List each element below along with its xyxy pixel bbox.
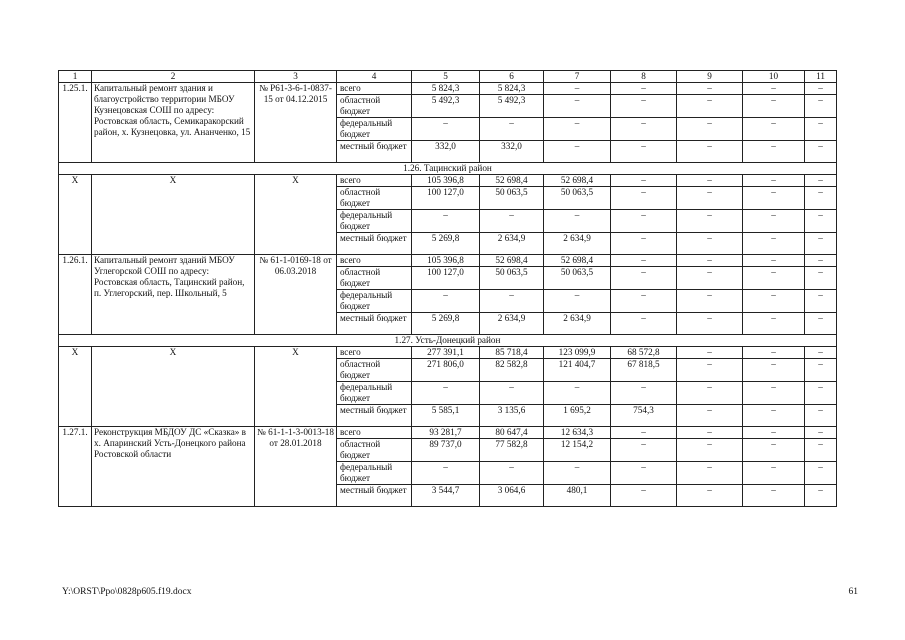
object-name: Х <box>92 347 255 427</box>
amount-cell: 3 064,6 <box>480 485 544 507</box>
amount-cell: – <box>677 382 743 405</box>
amount-cell: – <box>677 187 743 210</box>
amount-cell: 2 634,9 <box>480 233 544 255</box>
amount-cell: 52 698,4 <box>544 175 611 187</box>
funding-source: всего <box>337 255 412 267</box>
amount-cell: – <box>743 187 805 210</box>
amount-cell: 50 063,5 <box>544 267 611 290</box>
row-number: 1.26.1. <box>59 255 92 335</box>
funding-source: областной бюджет <box>337 267 412 290</box>
amount-cell: 2 634,9 <box>480 313 544 335</box>
funding-source: всего <box>337 427 412 439</box>
funding-source: областной бюджет <box>337 439 412 462</box>
amount-cell: – <box>743 255 805 267</box>
amount-cell: 52 698,4 <box>480 175 544 187</box>
amount-cell: – <box>805 233 837 255</box>
amount-cell: 100 127,0 <box>412 187 480 210</box>
amount-cell: – <box>805 462 837 485</box>
amount-cell: – <box>743 462 805 485</box>
amount-cell: – <box>805 313 837 335</box>
column-header: 5 <box>412 71 480 83</box>
amount-cell: – <box>544 290 611 313</box>
amount-cell: – <box>412 118 480 141</box>
amount-cell: 1 695,2 <box>544 405 611 427</box>
amount-cell: 80 647,4 <box>480 427 544 439</box>
amount-cell: – <box>677 347 743 359</box>
column-header: 7 <box>544 71 611 83</box>
amount-cell: 82 582,8 <box>480 359 544 382</box>
amount-cell: 5 492,3 <box>412 95 480 118</box>
table-body <box>59 71 837 507</box>
amount-cell: – <box>805 427 837 439</box>
amount-cell: – <box>677 83 743 95</box>
amount-cell: – <box>611 439 677 462</box>
amount-cell: – <box>611 118 677 141</box>
amount-cell: – <box>544 83 611 95</box>
funding-source: всего <box>337 83 412 95</box>
section-title-row <box>59 163 837 175</box>
amount-cell: – <box>743 439 805 462</box>
table-row <box>59 347 837 359</box>
row-number: 1.27.1. <box>59 427 92 507</box>
amount-cell: 12 634,3 <box>544 427 611 439</box>
amount-cell: – <box>544 141 611 163</box>
amount-cell: – <box>805 405 837 427</box>
amount-cell: – <box>805 382 837 405</box>
amount-cell: 5 269,8 <box>412 313 480 335</box>
header-row <box>59 71 837 83</box>
amount-cell: – <box>743 118 805 141</box>
amount-cell: – <box>677 427 743 439</box>
amount-cell: 277 391,1 <box>412 347 480 359</box>
amount-cell: – <box>677 439 743 462</box>
amount-cell: – <box>805 83 837 95</box>
amount-cell: 123 099,9 <box>544 347 611 359</box>
amount-cell: – <box>677 405 743 427</box>
amount-cell: 52 698,4 <box>544 255 611 267</box>
document-ref: Х <box>255 347 337 427</box>
amount-cell: – <box>544 382 611 405</box>
amount-cell: – <box>611 233 677 255</box>
amount-cell: – <box>805 255 837 267</box>
table-row <box>59 255 837 267</box>
amount-cell: – <box>611 187 677 210</box>
amount-cell: – <box>480 290 544 313</box>
funding-source: местный бюджет <box>337 141 412 163</box>
amount-cell: 50 063,5 <box>480 267 544 290</box>
amount-cell: 332,0 <box>412 141 480 163</box>
amount-cell: – <box>677 210 743 233</box>
amount-cell: – <box>805 118 837 141</box>
amount-cell: – <box>805 210 837 233</box>
amount-cell: – <box>743 267 805 290</box>
file-path: Y:\ORST\Ppo\0828p605.f19.docx <box>62 587 192 597</box>
amount-cell: – <box>743 290 805 313</box>
amount-cell: 5 824,3 <box>480 83 544 95</box>
amount-cell: – <box>412 210 480 233</box>
column-header: 8 <box>611 71 677 83</box>
amount-cell: – <box>677 313 743 335</box>
amount-cell: – <box>480 118 544 141</box>
amount-cell: – <box>611 462 677 485</box>
funding-source: местный бюджет <box>337 313 412 335</box>
amount-cell: – <box>743 485 805 507</box>
funding-source: местный бюджет <box>337 405 412 427</box>
column-header: 1 <box>59 71 92 83</box>
amount-cell: – <box>544 118 611 141</box>
column-header: 4 <box>337 71 412 83</box>
amount-cell: – <box>805 141 837 163</box>
amount-cell: – <box>743 382 805 405</box>
amount-cell: 100 127,0 <box>412 267 480 290</box>
amount-cell: 3 544,7 <box>412 485 480 507</box>
amount-cell: – <box>677 95 743 118</box>
amount-cell: – <box>677 141 743 163</box>
funding-source: местный бюджет <box>337 485 412 507</box>
amount-cell: – <box>805 267 837 290</box>
amount-cell: 480,1 <box>544 485 611 507</box>
amount-cell: – <box>677 118 743 141</box>
amount-cell: – <box>805 439 837 462</box>
amount-cell: – <box>611 485 677 507</box>
object-name: Реконструкция МБДОУ ДС «Сказка» в х. Апаринский Усть-Донецкого района Ростовской области <box>92 427 255 507</box>
amount-cell: – <box>805 347 837 359</box>
amount-cell: 93 281,7 <box>412 427 480 439</box>
funding-source: местный бюджет <box>337 233 412 255</box>
amount-cell: – <box>677 233 743 255</box>
amount-cell: – <box>743 141 805 163</box>
amount-cell: – <box>544 210 611 233</box>
object-name: Х <box>92 175 255 255</box>
amount-cell: – <box>677 255 743 267</box>
funding-source: областной бюджет <box>337 359 412 382</box>
funding-source: всего <box>337 347 412 359</box>
amount-cell: – <box>677 267 743 290</box>
amount-cell: 121 404,7 <box>544 359 611 382</box>
column-header: 11 <box>805 71 837 83</box>
amount-cell: 77 582,8 <box>480 439 544 462</box>
amount-cell: – <box>611 210 677 233</box>
amount-cell: – <box>480 462 544 485</box>
amount-cell: – <box>743 347 805 359</box>
amount-cell: 332,0 <box>480 141 544 163</box>
amount-cell: – <box>805 290 837 313</box>
column-header: 6 <box>480 71 544 83</box>
funding-source: областной бюджет <box>337 95 412 118</box>
amount-cell: 85 718,4 <box>480 347 544 359</box>
amount-cell: – <box>677 485 743 507</box>
amount-cell: – <box>805 175 837 187</box>
row-number: 1.25.1. <box>59 83 92 163</box>
amount-cell: – <box>611 83 677 95</box>
column-header: 2 <box>92 71 255 83</box>
amount-cell: 52 698,4 <box>480 255 544 267</box>
amount-cell: – <box>412 382 480 405</box>
row-number: Х <box>59 347 92 427</box>
funding-source: всего <box>337 175 412 187</box>
funding-source: федеральный бюджет <box>337 382 412 405</box>
amount-cell: – <box>805 359 837 382</box>
amount-cell: – <box>544 95 611 118</box>
amount-cell: – <box>611 141 677 163</box>
amount-cell: 754,3 <box>611 405 677 427</box>
amount-cell: 5 269,8 <box>412 233 480 255</box>
amount-cell: – <box>743 95 805 118</box>
amount-cell: – <box>611 290 677 313</box>
amount-cell: – <box>677 175 743 187</box>
amount-cell: – <box>611 267 677 290</box>
document-ref: № Р61-3-6-1-0837-15 от 04.12.2015 <box>255 83 337 163</box>
object-name: Капитальный ремонт здания и благоустройство территории МБОУ Кузнецовская СОШ по адресу: Ростовская область, Семикаракорский район, х. Кузнецовка, ул. Ананченко, 15 <box>92 83 255 163</box>
document-ref: Х <box>255 175 337 255</box>
amount-cell: 105 396,8 <box>412 175 480 187</box>
amount-cell: 5 824,3 <box>412 83 480 95</box>
amount-cell: 68 572,8 <box>611 347 677 359</box>
table-row <box>59 175 837 187</box>
amount-cell: – <box>743 210 805 233</box>
amount-cell: – <box>743 359 805 382</box>
funding-source: федеральный бюджет <box>337 462 412 485</box>
amount-cell: 105 396,8 <box>412 255 480 267</box>
amount-cell: – <box>611 95 677 118</box>
section-title: 1.27. Усть-Донецкий район <box>59 335 837 347</box>
amount-cell: 2 634,9 <box>544 313 611 335</box>
amount-cell: – <box>677 359 743 382</box>
amount-cell: 5 492,3 <box>480 95 544 118</box>
amount-cell: – <box>743 83 805 95</box>
amount-cell: 3 135,6 <box>480 405 544 427</box>
amount-cell: – <box>544 462 611 485</box>
amount-cell: – <box>805 95 837 118</box>
amount-cell: – <box>743 313 805 335</box>
amount-cell: 50 063,5 <box>544 187 611 210</box>
document-ref: № 61-1-0169-18 от 06.03.2018 <box>255 255 337 335</box>
amount-cell: – <box>677 290 743 313</box>
table-row <box>59 427 837 439</box>
amount-cell: 5 585,1 <box>412 405 480 427</box>
amount-cell: 12 154,2 <box>544 439 611 462</box>
amount-cell: – <box>805 485 837 507</box>
section-title: 1.26. Тацинский район <box>59 163 837 175</box>
amount-cell: – <box>412 462 480 485</box>
amount-cell: – <box>480 210 544 233</box>
amount-cell: – <box>805 187 837 210</box>
section-title-row <box>59 335 837 347</box>
amount-cell: – <box>611 313 677 335</box>
funding-source: федеральный бюджет <box>337 210 412 233</box>
amount-cell: 67 818,5 <box>611 359 677 382</box>
amount-cell: 2 634,9 <box>544 233 611 255</box>
funding-source: областной бюджет <box>337 187 412 210</box>
row-number: Х <box>59 175 92 255</box>
column-header: 3 <box>255 71 337 83</box>
amount-cell: – <box>611 255 677 267</box>
page-number: 61 <box>848 587 858 597</box>
amount-cell: – <box>480 382 544 405</box>
funding-source: федеральный бюджет <box>337 290 412 313</box>
amount-cell: – <box>677 462 743 485</box>
amount-cell: – <box>412 290 480 313</box>
amount-cell: 271 806,0 <box>412 359 480 382</box>
amount-cell: – <box>743 233 805 255</box>
budget-table <box>58 70 837 507</box>
table-row <box>59 83 837 95</box>
amount-cell: – <box>611 427 677 439</box>
amount-cell: – <box>611 175 677 187</box>
document-ref: № 61-1-1-3-0013-18 от 28.01.2018 <box>255 427 337 507</box>
amount-cell: – <box>611 382 677 405</box>
amount-cell: – <box>743 405 805 427</box>
amount-cell: 89 737,0 <box>412 439 480 462</box>
amount-cell: – <box>743 427 805 439</box>
column-header: 9 <box>677 71 743 83</box>
column-header: 10 <box>743 71 805 83</box>
object-name: Капитальный ремонт зданий МБОУ Углегорской СОШ по адресу: Ростовская область, Тацинский район, п. Углегорский, пер. Школьный, 5 <box>92 255 255 335</box>
amount-cell: – <box>743 175 805 187</box>
funding-source: федеральный бюджет <box>337 118 412 141</box>
amount-cell: 50 063,5 <box>480 187 544 210</box>
